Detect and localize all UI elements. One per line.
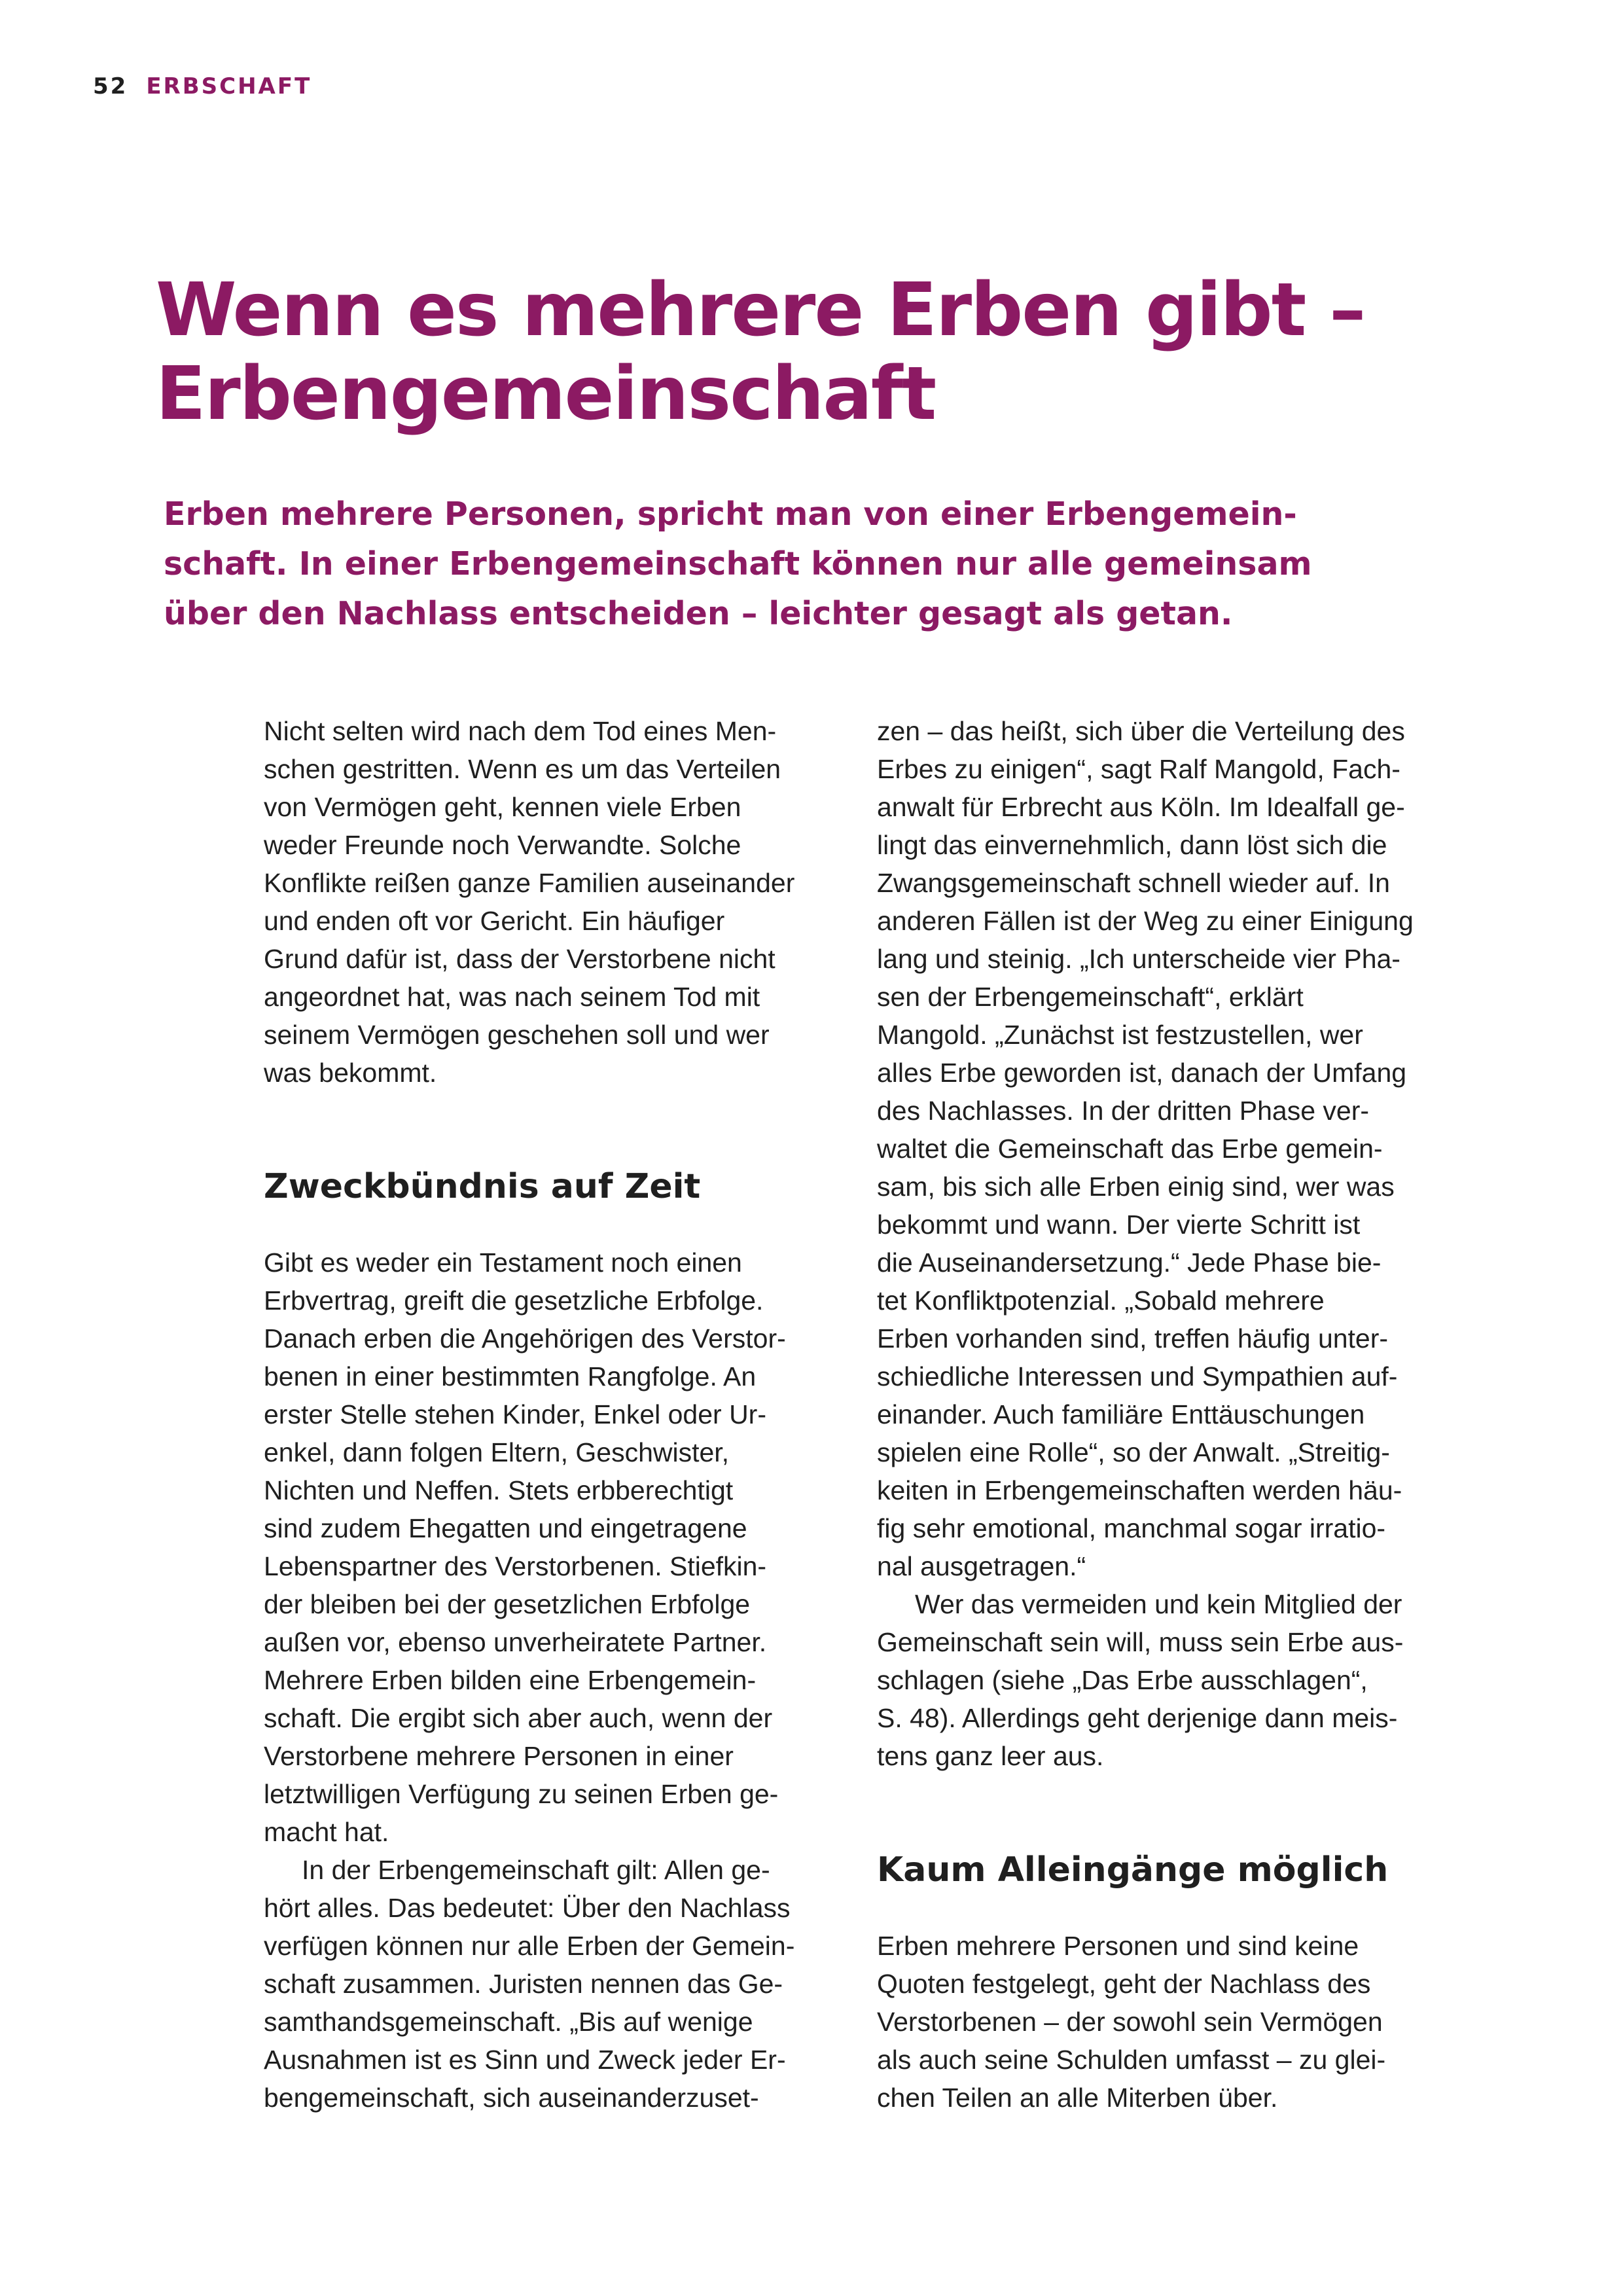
- text-line: schaft. Die ergibt sich aber auch, wenn der: [264, 1703, 773, 1733]
- text-line: anwalt für Erbrecht aus Köln. Im Idealfall ge-: [877, 792, 1405, 822]
- left-column: [264, 712, 840, 2117]
- text-line: spielen eine Rolle“, so der Anwalt. „Streitig-: [877, 1437, 1390, 1467]
- subheading-zweckbuendnis: Zweckbündnis auf Zeit: [264, 1167, 701, 1206]
- text-line: schiedliche Interessen und Sympathien auf-: [877, 1361, 1398, 1391]
- text-line: chen Teilen an alle Miterben über.: [877, 2083, 1278, 2113]
- running-head: [93, 73, 312, 99]
- text-line: seinem Vermögen geschehen soll und wer: [264, 1020, 770, 1050]
- text-line: Erben mehrere Personen und sind keine: [877, 1931, 1359, 1961]
- lead-line: über den Nachlass entscheiden – leichter gesagt als getan.: [164, 595, 1233, 632]
- text-line: als auch seine Schulden umfasst – zu glei-: [877, 2045, 1386, 2075]
- text-line: samthandsgemeinschaft. „Bis auf wenige: [264, 2007, 753, 2037]
- text-line: angeordnet hat, was nach seinem Tod mit: [264, 982, 760, 1012]
- text-line: bekommt und wann. Der vierte Schritt ist: [877, 1210, 1361, 1240]
- text-line: Quoten festgelegt, geht der Nachlass des: [877, 1969, 1371, 1999]
- title-line: Wenn es mehrere Erben gibt –: [156, 268, 1365, 353]
- text-line: Grund dafür ist, dass der Verstorbene nicht: [264, 944, 776, 974]
- text-line: sind zudem Ehegatten und eingetragene: [264, 1513, 747, 1543]
- spacer: [264, 1206, 840, 1244]
- page-number: 52: [93, 73, 128, 99]
- text-line: Zwangsgemeinschaft schnell wieder auf. In: [877, 868, 1390, 898]
- continuation-paragraph: [877, 712, 1453, 1585]
- text-line: Verstorbenen – der sowohl sein Vermögen: [877, 2007, 1383, 2037]
- intro-paragraph: [264, 712, 840, 1092]
- text-line: Mangold. „Zunächst ist festzustellen, wer: [877, 1020, 1363, 1050]
- text-line: Ausnahmen ist es Sinn und Zweck jeder Er-: [264, 2045, 786, 2075]
- text-line: alles Erbe geworden ist, danach der Umfang: [877, 1058, 1407, 1088]
- text-line: letztwilligen Verfügung zu seinen Erben ge-: [264, 1779, 779, 1809]
- text-line: lingt das einvernehmlich, dann löst sich die: [877, 830, 1387, 860]
- text-line: lang und steinig. „Ich unterscheide vier Pha-: [877, 944, 1400, 974]
- text-line: Gibt es weder ein Testament noch einen: [264, 1247, 742, 1278]
- lead-line: Erben mehrere Personen, spricht man von einer Erbengemein-: [164, 495, 1297, 533]
- text-line: die Auseinandersetzung.“ Jede Phase bie-: [877, 1247, 1382, 1278]
- text-line: Lebenspartner des Verstorbenen. Stiefkin-: [264, 1551, 767, 1581]
- text-line: von Vermögen geht, kennen viele Erben: [264, 792, 741, 822]
- text-line: und enden oft vor Gericht. Ein häufiger: [264, 906, 725, 936]
- spacer: [877, 1889, 1453, 1927]
- text-line: nal ausgetragen.“: [877, 1551, 1086, 1581]
- second-paragraph: [264, 1851, 840, 2117]
- text-line: Nicht selten wird nach dem Tod eines Men-: [264, 716, 777, 746]
- right-column: [877, 712, 1453, 2117]
- text-line: macht hat.: [264, 1817, 389, 1847]
- text-line: Danach erben die Angehörigen des Verstor-: [264, 1323, 786, 1354]
- text-line: Erbvertrag, greift die gesetzliche Erbfolge.: [264, 1285, 764, 1316]
- text-line: der bleiben bei der gesetzlichen Erbfolge: [264, 1589, 751, 1619]
- text-line: enkel, dann folgen Eltern, Geschwister,: [264, 1437, 730, 1467]
- lead-line: schaft. In einer Erbengemeinschaft können nur alle gemeinsam: [164, 545, 1312, 583]
- text-line: Konflikte reißen ganze Familien auseinander: [264, 868, 795, 898]
- text-line: fig sehr emotional, manchmal sogar irratio-: [877, 1513, 1386, 1543]
- article-lead: [164, 490, 1342, 639]
- text-line: zen – das heißt, sich über die Verteilung des: [877, 716, 1405, 746]
- text-line: weder Freunde noch Verwandte. Solche: [264, 830, 741, 860]
- text-line: hört alles. Das bedeutet: Über den Nachlass: [264, 1893, 791, 1923]
- text-line: sam, bis sich alle Erben einig sind, wer was: [877, 1172, 1395, 1202]
- text-line: S. 48). Allerdings geht derjenige dann meis-: [877, 1703, 1398, 1733]
- article-title: [156, 268, 1399, 436]
- text-line: tens ganz leer aus.: [877, 1741, 1104, 1771]
- text-line: anderen Fällen ist der Weg zu einer Einigung: [877, 906, 1414, 936]
- spacer: [264, 1092, 840, 1168]
- text-line: schlagen (siehe „Das Erbe ausschlagen“,: [877, 1665, 1368, 1695]
- text-line: erster Stelle stehen Kinder, Enkel oder Ur-: [264, 1399, 766, 1429]
- text-line: außen vor, ebenso unverheiratete Partner.: [264, 1627, 767, 1657]
- section-paragraph: [264, 1244, 840, 1851]
- text-line: was bekommt.: [264, 1058, 437, 1088]
- text-line: waltet die Gemeinschaft das Erbe gemein-: [877, 1134, 1383, 1164]
- text-line: bengemeinschaft, sich auseinanderzuset-: [264, 2083, 759, 2113]
- text-line: keiten in Erbengemeinschaften werden häu-: [877, 1475, 1402, 1505]
- text-line: schen gestritten. Wenn es um das Verteilen: [264, 754, 781, 784]
- text-line: schaft zusammen. Juristen nennen das Ge-: [264, 1969, 783, 1999]
- text-line: Nichten und Neffen. Stets erbberechtigt: [264, 1475, 734, 1505]
- text-line: Verstorbene mehrere Personen in einer: [264, 1741, 734, 1771]
- second-paragraph: [877, 1585, 1453, 1775]
- text-line: In der Erbengemeinschaft gilt: Allen ge-: [302, 1855, 770, 1885]
- section-label: ERBSCHAFT: [146, 73, 312, 99]
- subheading-alleingaenge: Kaum Alleingänge möglich: [877, 1850, 1389, 1890]
- text-line: benen in einer bestimmten Rangfolge. An: [264, 1361, 757, 1391]
- text-line: einander. Auch familiäre Enttäuschungen: [877, 1399, 1365, 1429]
- text-line: Erben vorhanden sind, treffen häufig unter-: [877, 1323, 1389, 1354]
- text-line: des Nachlasses. In der dritten Phase ver-: [877, 1096, 1370, 1126]
- text-line: tet Konfliktpotenzial. „Sobald mehrere: [877, 1285, 1325, 1316]
- spacer: [877, 1775, 1453, 1851]
- section-paragraph: [877, 1927, 1453, 2117]
- text-line: Gemeinschaft sein will, muss sein Erbe aus-: [877, 1627, 1404, 1657]
- text-line: sen der Erbengemeinschaft“, erklärt: [877, 982, 1304, 1012]
- title-line: Erbengemeinschaft: [156, 351, 936, 437]
- text-line: verfügen können nur alle Erben der Gemein-: [264, 1931, 795, 1961]
- text-line: Wer das vermeiden und kein Mitglied der: [915, 1589, 1402, 1619]
- text-line: Erbes zu einigen“, sagt Ralf Mangold, Fach-: [877, 754, 1400, 784]
- text-line: Mehrere Erben bilden eine Erbengemein-: [264, 1665, 757, 1695]
